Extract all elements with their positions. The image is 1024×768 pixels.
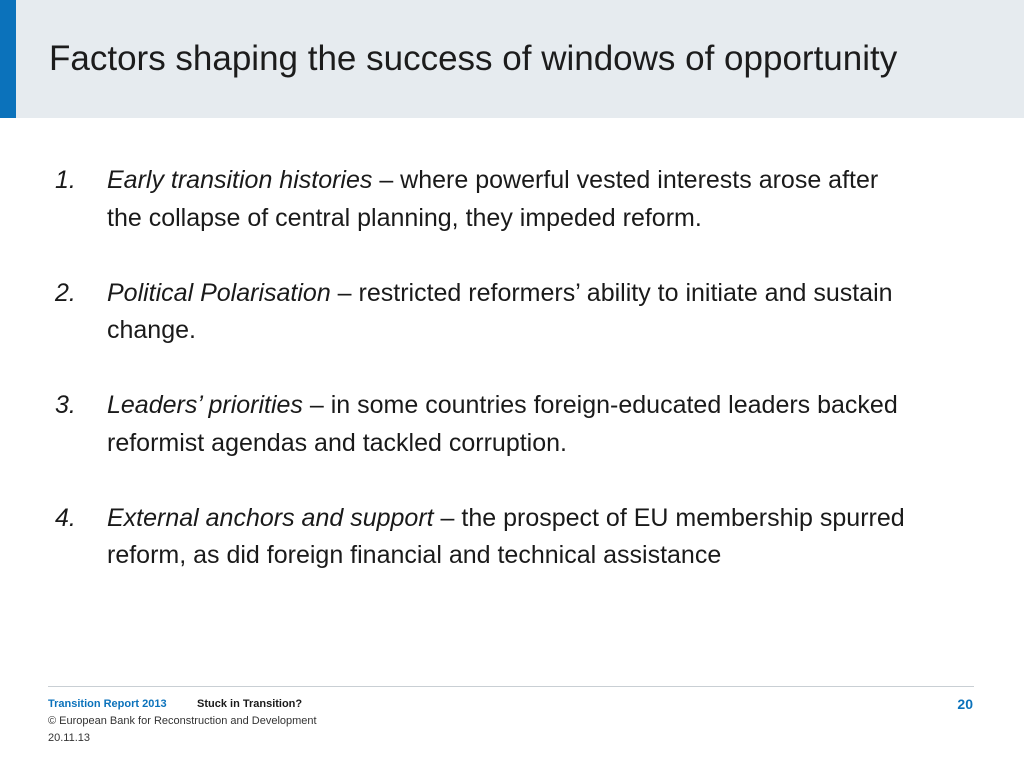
title-bar	[0, 0, 1024, 118]
factor-number: 4.	[55, 503, 76, 532]
factor-item-3	[0, 387, 907, 462]
factor-term: Early transition histories	[107, 166, 373, 194]
factor-item-2	[0, 275, 907, 350]
factor-number: 1.	[55, 166, 76, 194]
factor-description: – the prospect of EU membership spurred reform, as did foreign financial and technical assistance	[107, 503, 905, 569]
factor-item-4	[0, 500, 907, 575]
factor-description: – restricted reformers’ ability to initiate and sustain change.	[107, 278, 893, 344]
footer-date: 20.11.13	[48, 732, 91, 744]
factor-number: 3.	[55, 391, 76, 419]
footer-copyright: © European Bank for Reconstruction and Development	[48, 715, 317, 727]
factor-description: – where powerful vested interests arose after the collapse of central planning, they impeded reform.	[107, 166, 879, 232]
title-accent-stripe	[0, 0, 16, 118]
factor-number: 2.	[55, 278, 76, 307]
footer-report-subtitle: Stuck in Transition?	[197, 698, 303, 710]
factor-term: Leaders’ priorities	[107, 391, 303, 419]
footer-divider	[48, 686, 974, 687]
page-number: 20	[957, 696, 973, 712]
slide-title: Factors shaping the success of windows of opportunity	[49, 39, 898, 78]
factor-list	[0, 162, 1024, 612]
factor-description: – in some countries foreign-educated leaders backed reformist agendas and tackled corruption.	[107, 391, 898, 457]
factor-term: Political Polarisation	[107, 278, 331, 307]
factor-item-1	[0, 162, 907, 237]
factor-term: External anchors and support	[107, 503, 434, 532]
footer-report-title: Transition Report 2013	[48, 698, 167, 710]
